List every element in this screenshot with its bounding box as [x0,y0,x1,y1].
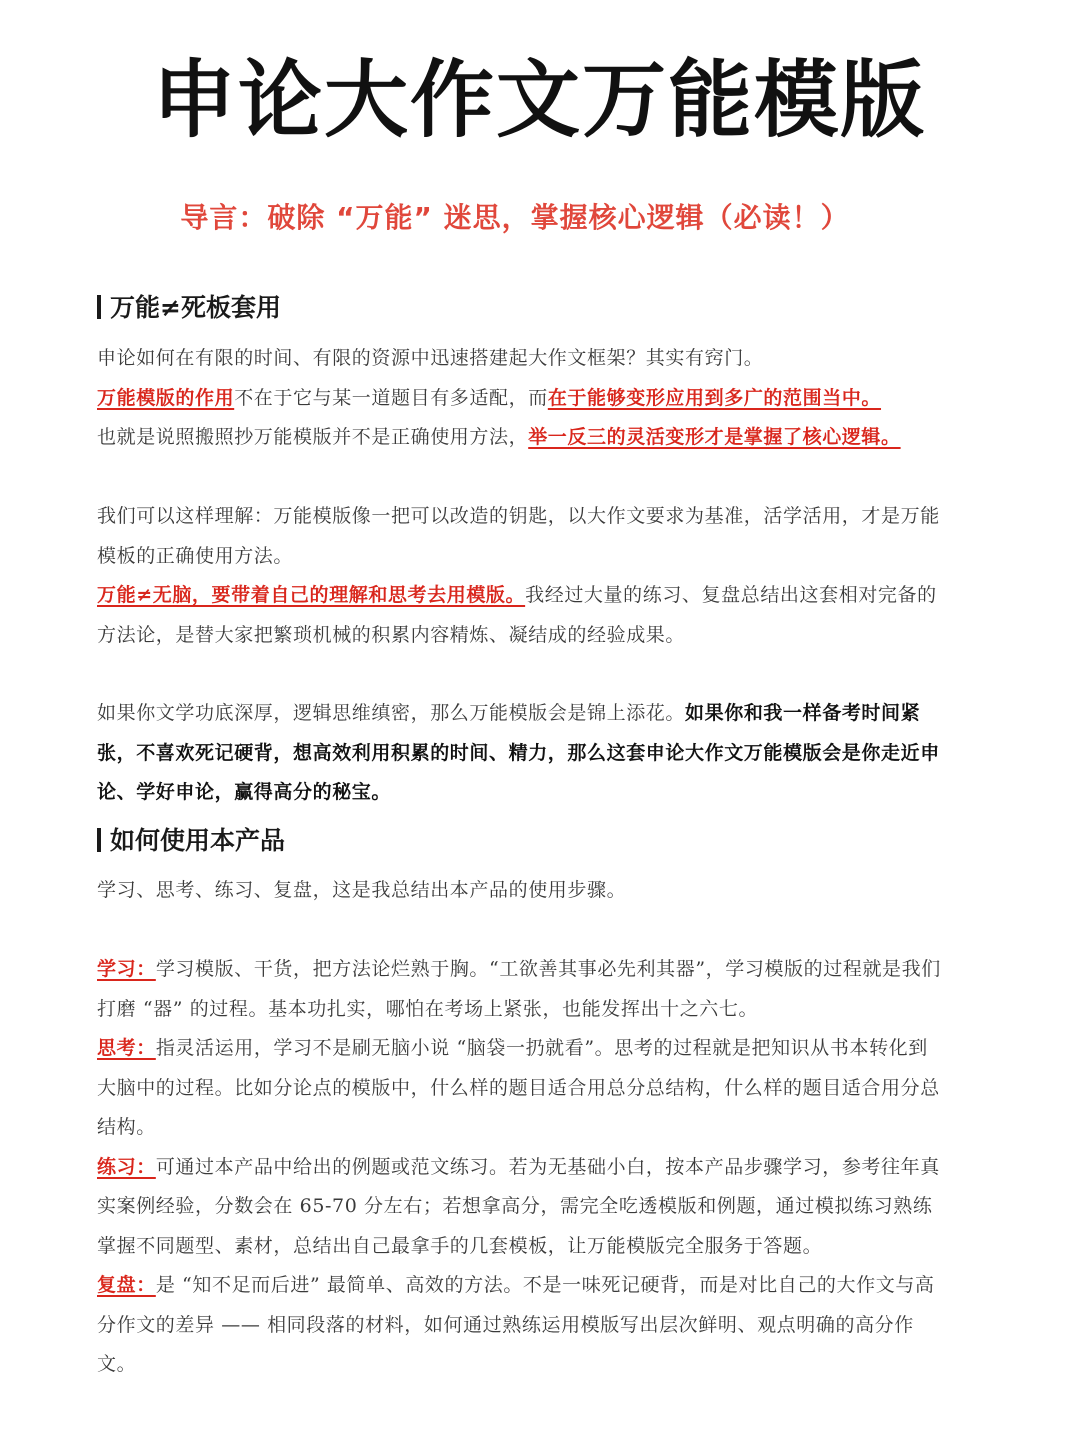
step-label: 学习： [97,958,156,980]
step-text: 可通过本产品中给出的例题或范文练习。若为无基础小白，按本产品步骤学习，参考往年真实案例经验，分数会在 65-70 分左右；若想拿高分，需完全吃透模版和例题，通过模拟练习熟练掌握不同题型、素材，总结出自己最拿手的几套模板，让万能模版完全服务于答题。 [97,1155,940,1257]
p2-text-1: 我们可以这样理解：万能模版像一把可以改造的钥匙，以大作文要求为基准，活学活用，才是万能模板的正确使用方法。 [97,505,940,567]
heading-bar [97,295,101,319]
step-label: 复盘： [97,1274,156,1296]
p2-text-2: 我经过大量的练习、复盘总结出这套相对完备的方法论，是替大家把繁琐机械的积累内容精炼、凝结成的经验成果。 [97,584,937,646]
step-study [97,950,947,1029]
step-text: 指灵活运用，学习不是刷无脑小说 “脑袋一扔就看”。思考的过程就是把知识从书本转化到大脑中的过程。比如分论点的模版中，什么样的题目适合用总分总结构，什么样的题目适合用分总结构。 [97,1037,940,1138]
section1-paragraph-1 [97,339,947,458]
section1-paragraph-3 [97,694,947,813]
step-review [97,1266,947,1385]
p3-bold-1: 如果你和我一样备考时间紧张，不喜欢死记硬背，想高效利用积累的时间、精力，那么这套申论大作文万能模版会是你走近申论、学好申论，赢得高分的秘宝。 [97,702,940,803]
step-text: 是 “知不足而后进” 最简单、高效的方法。不是一味死记硬背，而是对比自己的大作文与高分作文的差异 —— 相同段落的材料，如何通过熟练运用模版写出层次鲜明、观点明确的高分作文。 [97,1274,935,1375]
section-heading-1 [97,290,281,326]
step-label: 练习： [97,1155,156,1178]
p1-highlight-3: 举一反三的灵活变形才是掌握了核心逻辑。 [528,426,901,448]
p1-line1: 申论如何在有限的时间、有限的资源中迅速搭建起大作文框架？其实有窍门。 [97,347,764,369]
page-title: 申论大作文万能模版 [151,51,926,149]
step-label: 思考： [97,1037,156,1059]
section-heading-2 [97,823,285,859]
p1-highlight-2: 在于能够变形应用到多广的范围当中。 [547,386,882,409]
p1-text-1: 不在于它与某一道题目有多适配，而 [234,386,548,409]
p2-highlight-1: 万能≠无脑，要带着自己的理解和思考去用模版。 [97,584,526,606]
subtitle: 导言：破除 “万能” 迷思，掌握核心逻辑（必读！） [180,201,850,234]
p3-text-1: 如果你文学功底深厚，逻辑思维缜密，那么万能模版会是锦上添花。 [97,702,686,724]
section2-steps [97,950,947,1385]
section-heading-2-text: 如何使用本产品 [110,826,286,855]
step-practice [97,1148,947,1267]
p1-text-2: 也就是说照搬照抄万能模版并不是正确使用方法， [97,426,529,448]
section-heading-1-text: 万能≠死板套用 [110,293,281,322]
section2-intro: 学习、思考、练习、复盘，这是我总结出本产品的使用步骤。 [97,879,627,901]
heading-bar [97,828,101,852]
step-think [97,1029,947,1148]
section1-paragraph-2 [97,497,947,655]
step-text: 学习模版、干货，把方法论烂熟于胸。“工欲善其事必先利其器”，学习模版的过程就是我们打磨 “器” 的过程。基本功扎实，哪怕在考场上紧张，也能发挥出十之六七。 [97,958,941,1020]
p1-highlight-1: 万能模版的作用 [97,386,235,409]
